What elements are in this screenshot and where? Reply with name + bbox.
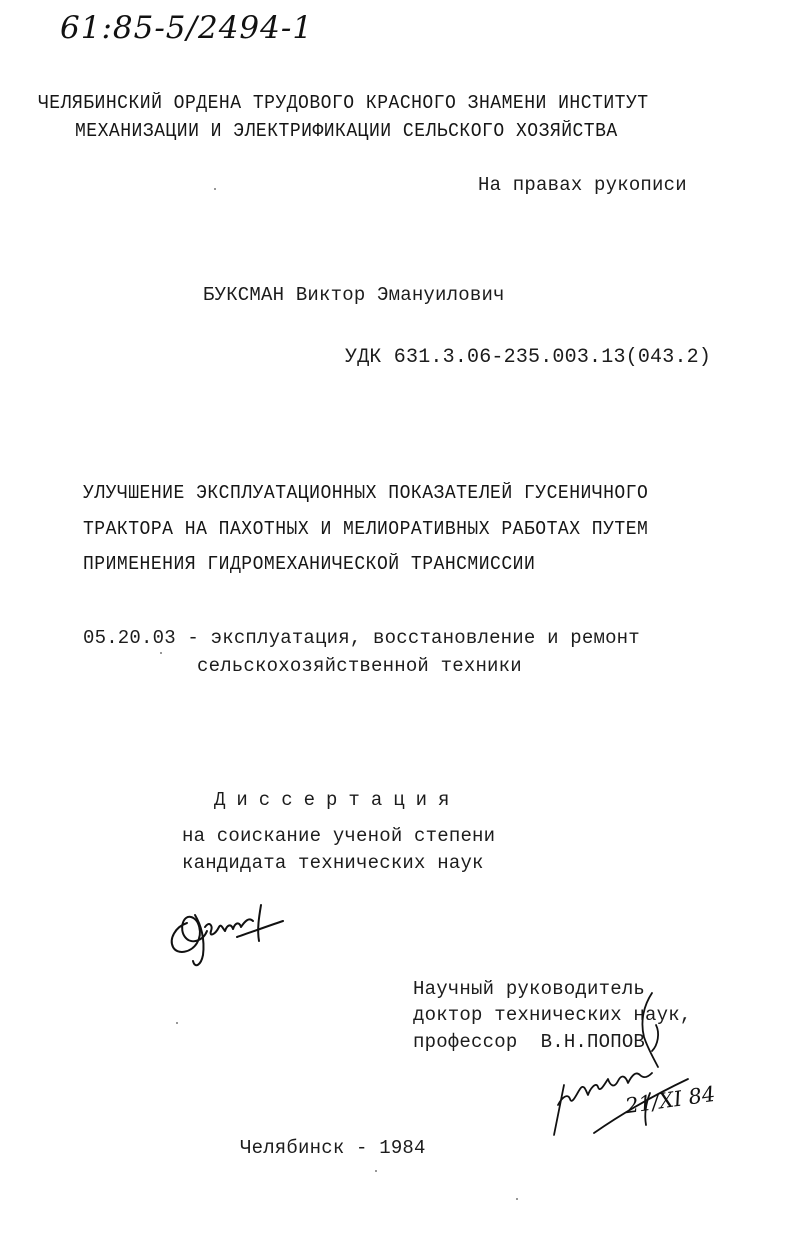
institute-line-2: МЕХАНИЗАЦИИ И ЭЛЕКТРИФИКАЦИИ СЕЛЬСКОГО ХОЗЯЙСТВА xyxy=(75,120,618,142)
supervisor-signature-date: 21/XI 84 xyxy=(623,1081,717,1119)
supervisor-role: Научный руководитель xyxy=(413,978,646,1000)
scan-speck xyxy=(214,188,216,190)
supervisor-degree: доктор технических наук, xyxy=(413,1004,692,1026)
thesis-title-line-2: ТРАКТОРА НА ПАХОТНЫХ И МЕЛИОРАТИВНЫХ РАБОТАХ ПУТЕМ xyxy=(83,518,649,540)
dissertation-heading: Диссертация xyxy=(214,789,461,811)
scan-speck xyxy=(375,1170,377,1172)
specialty-line-1: 05.20.03 - эксплуатация, восстановление и ремонт xyxy=(83,627,640,649)
specialty-line-2: сельскохозяйственной техники xyxy=(197,655,522,677)
thesis-title-line-1: УЛУЧШЕНИЕ ЭКСПЛУАТАЦИОННЫХ ПОКАЗАТЕЛЕЙ ГУСЕНИЧНОГО xyxy=(83,482,649,504)
author-signature-icon xyxy=(165,895,290,975)
scan-speck xyxy=(176,1022,178,1024)
scan-speck xyxy=(516,1198,518,1200)
supervisor-name: профессор В.Н.ПОПОВ xyxy=(413,1031,646,1053)
rights-note: На правах рукописи xyxy=(478,174,687,196)
thesis-title-line-3: ПРИМЕНЕНИЯ ГИДРОМЕХАНИЧЕСКОЙ ТРАНСМИССИИ xyxy=(83,553,536,575)
place-and-year: Челябинск - 1984 xyxy=(240,1137,426,1159)
udk-code: УДК 631.3.06-235.003.13(043.2) xyxy=(345,346,712,369)
degree-line-1: на соискание ученой степени xyxy=(182,825,496,847)
author-name: БУКСМАН Виктор Эмануилович xyxy=(203,284,505,306)
scan-speck xyxy=(160,652,162,654)
institute-line-1: ЧЕЛЯБИНСКИЙ ОРДЕНА ТРУДОВОГО КРАСНОГО ЗНАМЕНИ ИНСТИТУТ xyxy=(38,92,649,114)
supervisor-signature-icon xyxy=(540,985,710,1145)
archive-number-handwritten: 61:85-5/2494-1 xyxy=(60,10,314,46)
degree-line-2: кандидата технических наук xyxy=(182,852,484,874)
